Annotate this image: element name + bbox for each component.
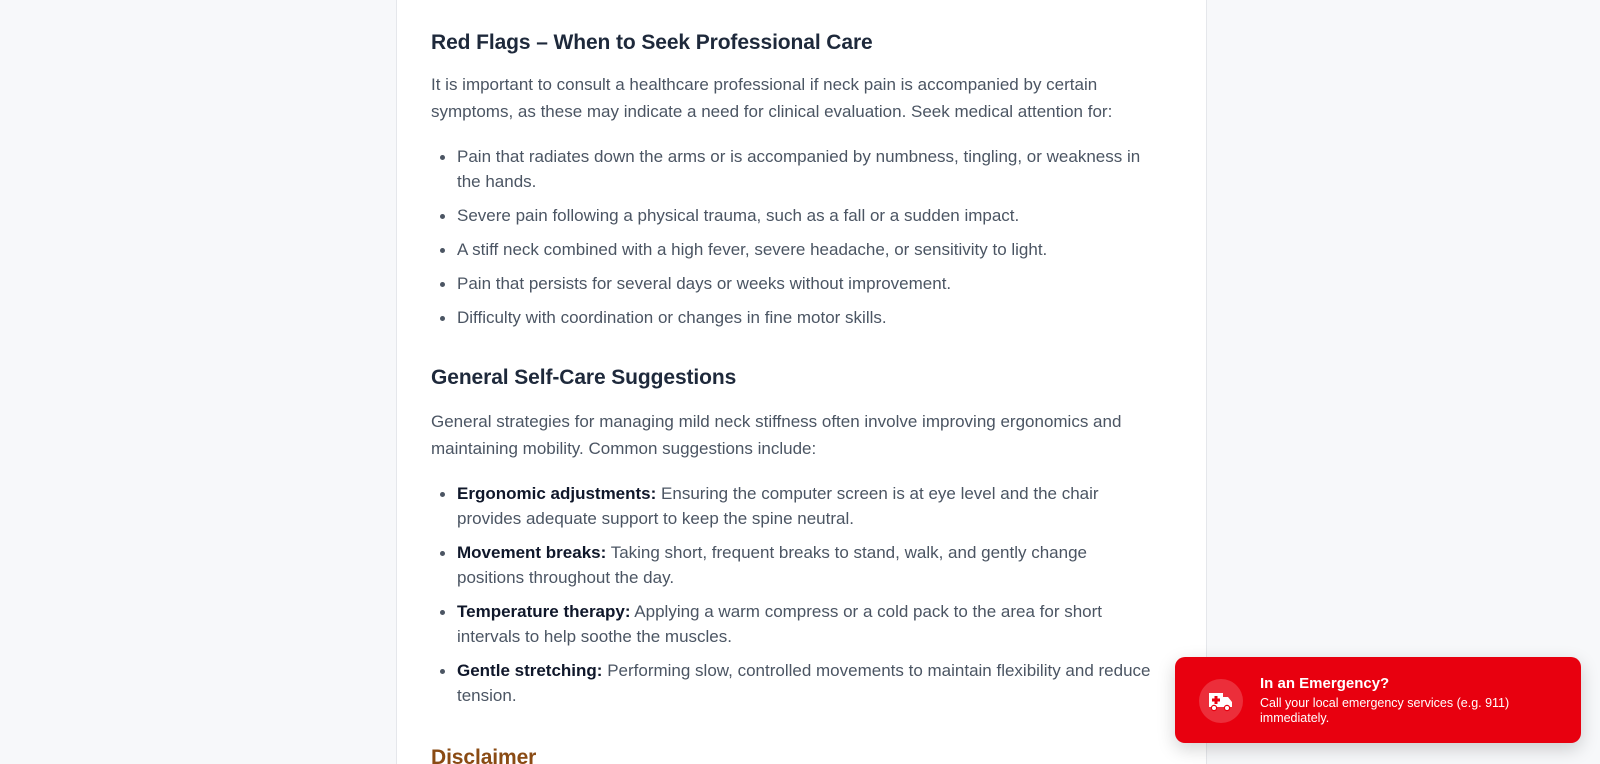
list-item-text: Ensuring the computer screen is at eye level and the chair provides adequate support to keep the spine neutral. [457, 484, 1099, 528]
self-care-list [431, 481, 1151, 717]
bullet [440, 669, 445, 674]
list-item-term: Ergonomic adjustments: [457, 484, 657, 503]
bullet [440, 282, 445, 287]
list-item [431, 144, 1151, 194]
list-item-text: Pain that persists for several days or weeks without improvement. [457, 274, 952, 293]
red-flags-intro: It is important to consult a healthcare professional if neck pain is accompanied by certain symptoms, as these may indicate a need for clinical evaluation. Seek medical attention for: [431, 75, 1113, 121]
list-item [431, 203, 1151, 228]
bullet [440, 610, 445, 615]
list-item-text: A stiff neck combined with a high fever, severe headache, or sensitivity to light. [457, 240, 1048, 259]
list-item [431, 305, 1151, 330]
list-item-text: Performing slow, controlled movements to maintain flexibility and reduce tension. [457, 661, 1151, 705]
list-item-text: Severe pain following a physical trauma, such as a fall or a sudden impact. [457, 206, 1020, 225]
emergency-text: Call your local emergency services (e.g. 911) immediately. [1260, 696, 1510, 725]
article-content [396, 0, 1207, 764]
list-item-term: Temperature therapy: [457, 602, 631, 621]
list-item-text: Applying a warm compress or a cold pack to the area for short intervals to help soothe the muscles. [457, 602, 1103, 646]
self-care-intro: General strategies for managing mild neck stiffness often involve improving ergonomics and maintaining mobility. Common suggestions include: [431, 412, 1122, 458]
list-item [431, 237, 1151, 262]
list-item [431, 271, 1151, 296]
emergency-title: In an Emergency? [1260, 675, 1390, 692]
disclaimer-heading: Disclaimer [431, 746, 537, 764]
bullet [440, 316, 445, 321]
list-item-text: Taking short, frequent breaks to stand, walk, and gently change positions throughout the day. [457, 543, 1087, 587]
list-item-text: Pain that radiates down the arms or is accompanied by numbness, tingling, or weakness in the hands. [457, 147, 1141, 191]
bullet [440, 551, 445, 556]
red-flags-list [431, 144, 1151, 339]
list-item [431, 599, 1151, 649]
bullet [440, 492, 445, 497]
list-item-term: Movement breaks: [457, 543, 607, 562]
list-item [431, 658, 1151, 708]
bullet [440, 248, 445, 253]
list-item-term: Gentle stretching: [457, 661, 603, 680]
list-item [431, 481, 1151, 531]
bullet [440, 214, 445, 219]
list-item-text: Difficulty with coordination or changes in fine motor skills. [457, 308, 887, 327]
list-item [431, 540, 1151, 590]
ambulance-icon [1199, 679, 1243, 723]
bullet [440, 155, 445, 160]
emergency-banner[interactable] [1175, 657, 1581, 743]
self-care-heading: General Self-Care Suggestions [431, 366, 737, 389]
red-flags-heading: Red Flags – When to Seek Professional Care [431, 31, 873, 54]
